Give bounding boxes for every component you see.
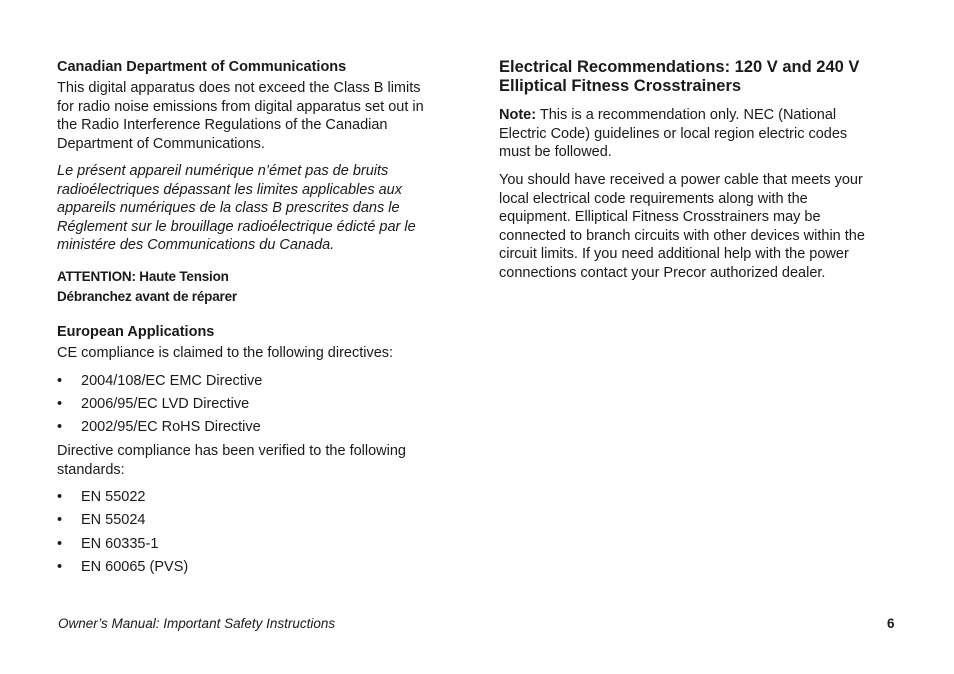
electrical-heading-line: Electrical Recommendations: 120 V and 240 V [499, 58, 860, 76]
cdc-body-line: the Radio Interference Regulations of the Canadian [57, 117, 388, 133]
note-body-line: must be followed. [499, 144, 612, 160]
standards-intro [57, 442, 406, 479]
cdc-heading: Canadian Department of Communications [57, 59, 347, 75]
bullet-icon: • [57, 559, 63, 575]
note-first-line [499, 106, 847, 125]
standard-text: EN 60065 (PVS) [81, 559, 189, 575]
bullet-icon: • [57, 373, 63, 389]
standard-text: EN 55022 [81, 489, 146, 505]
note-paragraph [499, 106, 847, 162]
attention-line: Débranchez avant de réparer [57, 288, 237, 304]
cdc-body [57, 79, 424, 153]
electrical-heading [499, 58, 859, 96]
page-number: 6 [887, 616, 895, 631]
cdc-body-line: This digital apparatus does not exceed the Class B limits [57, 80, 421, 96]
note-label: Note: [499, 107, 537, 123]
cdc-french-line: Le présent appareil numérique n’émet pas de bruits [57, 163, 389, 179]
power-paragraph [499, 171, 865, 282]
cdc-french-line: appareils numériques de la class B prescrites dans le [57, 200, 400, 216]
cdc-body-line: for radio noise emissions from digital apparatus set out in [57, 98, 424, 115]
cdc-french-line: radioélectriques dépassant les limites applicables aux [57, 181, 402, 198]
cdc-body-line: Department of Communications. [57, 135, 265, 152]
eu-heading: European Applications [57, 324, 215, 340]
note-body-line: Electric Code) guidelines or local region electric codes [499, 125, 848, 142]
standard-text: EN 60335-1 [81, 536, 159, 552]
power-body-line: equipment. Elliptical Fitness Crosstrainers may be [499, 209, 821, 225]
attention-line: ATTENTION: Haute Tension [57, 269, 229, 284]
power-body-line: circuit limits. If you need additional help with the power [499, 246, 849, 262]
bullet-icon: • [57, 396, 63, 412]
directive-text: 2004/108/EC EMC Directive [81, 373, 263, 389]
electrical-heading-line: Elliptical Fitness Crosstrainers [499, 77, 742, 95]
attention-warning [57, 267, 237, 306]
directive-text: 2006/95/EC LVD Directive [81, 396, 250, 412]
standards-intro-line: standards: [57, 461, 125, 478]
standards-intro-line: Directive compliance has been verified to the following [57, 443, 406, 459]
power-body-line: You should have received a power cable that meets your [499, 172, 863, 188]
bullet-icon: • [57, 419, 63, 435]
power-body-line: connected to branch circuits with other devices within the [499, 227, 865, 244]
bullet-icon: • [57, 489, 63, 505]
note-body-start: This is a recommendation only. NEC (National [539, 107, 837, 123]
bullet-icon: • [57, 512, 63, 528]
cdc-french-body [57, 162, 416, 255]
directive-text: 2002/95/EC RoHS Directive [81, 419, 261, 435]
standard-text: EN 55024 [81, 512, 146, 528]
power-body-line: connections contact your Precor authorized dealer. [499, 264, 826, 281]
bullet-icon: • [57, 536, 63, 552]
power-body-line: local electrical code requirements along with the [499, 190, 808, 207]
footer-title: Owner’s Manual: Important Safety Instructions [58, 616, 336, 631]
cdc-french-line: Réglement sur le brouillage radioélectrique édicté par le [57, 218, 416, 235]
eu-intro: CE compliance is claimed to the following directives: [57, 345, 394, 361]
cdc-french-line: ministére des Communications du Canada. [57, 237, 335, 253]
